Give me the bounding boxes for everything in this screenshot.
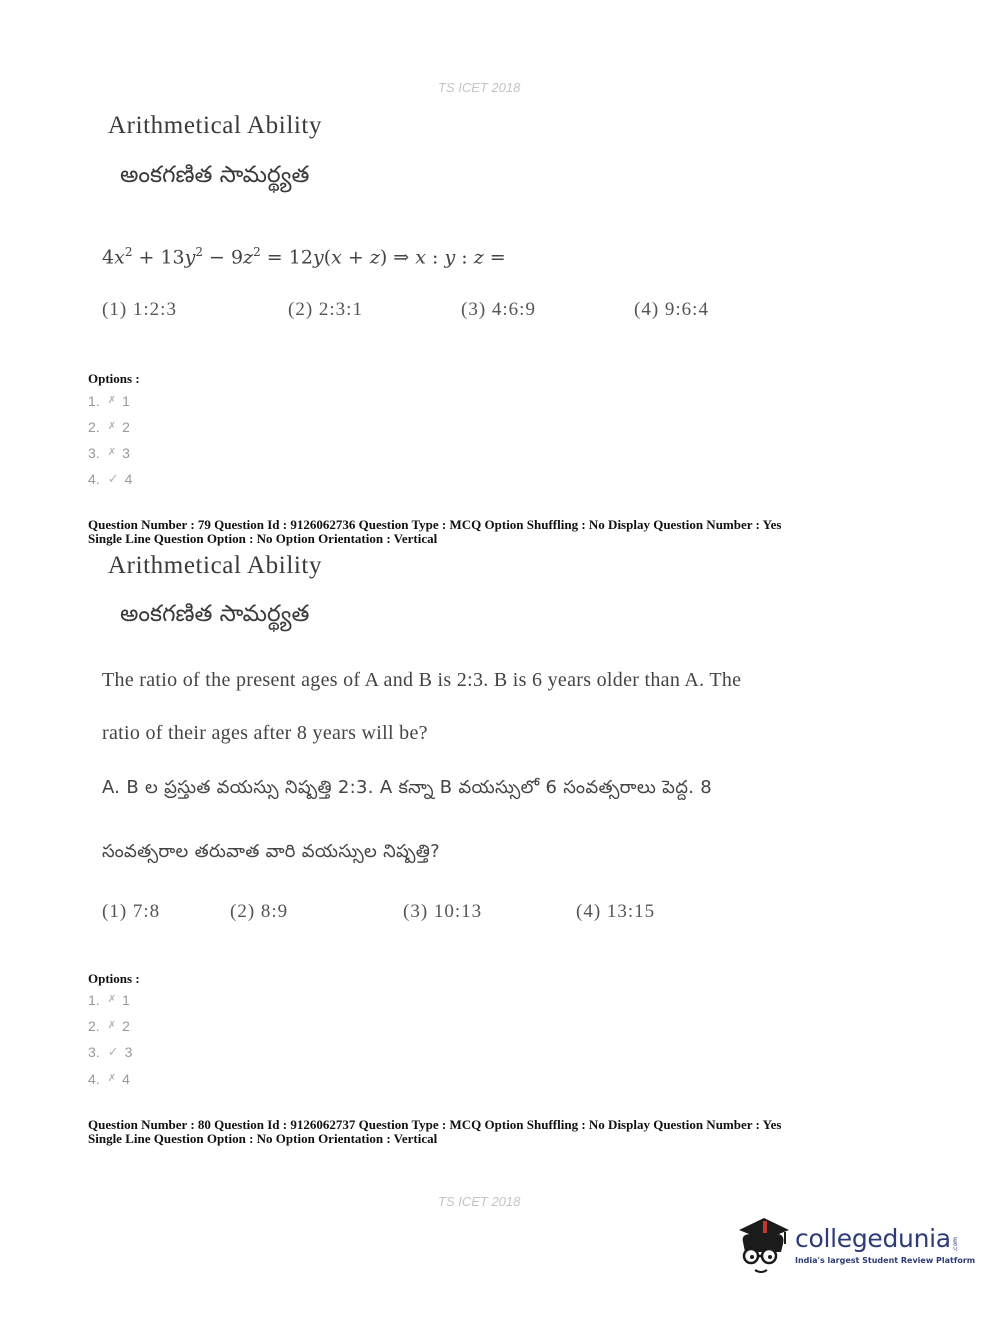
choice-2: (2) 2:3:1 [288, 299, 363, 320]
option-row [88, 1071, 130, 1087]
option-row [88, 419, 130, 435]
check-mark-icon: ✓ [107, 471, 119, 486]
option-value: 4 [124, 471, 133, 487]
option-number: 1. [88, 393, 100, 409]
option-value: 2 [122, 1018, 130, 1034]
question-meta-line-1: Question Number : 79 Question Id : 9126062736 Question Type : MCQ Option Shuffling : No Display Question Number : Yes [88, 517, 782, 532]
choice-4: (4) 13:15 [576, 901, 656, 922]
option-row [88, 393, 130, 409]
choice-3: (3) 10:13 [403, 901, 483, 922]
options-heading: Options : [88, 371, 140, 386]
option-value: 3 [122, 445, 130, 461]
question-meta-line-1: Question Number : 80 Question Id : 9126062737 Question Type : MCQ Option Shuffling : No Display Question Number : Yes [88, 1117, 782, 1132]
choice-3: (3) 4:6:9 [461, 299, 536, 320]
option-value: 1 [122, 992, 130, 1008]
wrong-mark-icon: ✗ [107, 421, 117, 432]
option-row [88, 471, 132, 488]
choice-4: (4) 9:6:4 [634, 299, 709, 320]
student-mascot-icon [735, 1212, 793, 1278]
question-text-english-line-2: ratio of their ages after 8 years will be? [102, 722, 428, 744]
section-title-english: Arithmetical Ability [108, 112, 323, 139]
wrong-mark-icon: ✗ [107, 447, 117, 458]
option-number: 4. [88, 471, 100, 487]
option-row [88, 1044, 132, 1061]
question-equation: $4x^2 + 13y^2 - 9z^2 = 12y(x + z)$ ⇒ x : y : z = [102, 245, 506, 269]
logo-wordmark: collegedunia [795, 1223, 951, 1253]
section-title-english: Arithmetical Ability [108, 552, 323, 579]
option-number: 3. [88, 445, 100, 461]
section-title-telugu: అంకగణిత సామర్థ్యత [120, 601, 310, 627]
footer-watermark: TS ICET 2018 [438, 1194, 521, 1209]
question-meta-line-2: Single Line Question Option : No Option Orientation : Vertical [88, 531, 438, 546]
question-text-telugu-line-2: సంవత్సరాల తరువాత వారి వయస్సుల నిష్పత్తి? [102, 841, 440, 862]
collegedunia-logo [735, 1212, 975, 1278]
option-number: 1. [88, 992, 100, 1008]
option-value: 4 [122, 1071, 130, 1087]
option-number: 2. [88, 1018, 100, 1034]
check-mark-icon: ✓ [107, 1044, 119, 1059]
wrong-mark-icon: ✗ [107, 395, 117, 406]
question-text-english-line-1: The ratio of the present ages of A and B is 2:3. B is 6 years older than A. The [102, 669, 742, 691]
wrong-mark-icon: ✗ [107, 994, 117, 1005]
option-number: 4. [88, 1071, 100, 1087]
logo-tagline: India's largest Student Review Platform [795, 1255, 976, 1265]
option-value: 3 [124, 1044, 133, 1060]
logo-domain-suffix: .com [951, 1236, 959, 1252]
wrong-mark-icon: ✗ [107, 1020, 117, 1031]
wrong-mark-icon: ✗ [107, 1073, 117, 1084]
choice-1: (1) 7:8 [102, 901, 161, 922]
choice-1: (1) 1:2:3 [102, 299, 177, 320]
question-meta-line-2: Single Line Question Option : No Option Orientation : Vertical [88, 1131, 438, 1146]
option-number: 3. [88, 1044, 100, 1060]
option-number: 2. [88, 419, 100, 435]
option-value: 1 [122, 393, 130, 409]
question-text-telugu-line-1: A. B ల ప్రస్తుత వయస్సు నిష్పత్తి 2:3. A కన్నా B వయస్సులో 6 సంవత్సరాలు పెద్ద. 8 [102, 777, 713, 798]
header-watermark: TS ICET 2018 [438, 80, 521, 95]
option-row [88, 1018, 130, 1034]
choice-2: (2) 8:9 [230, 901, 289, 922]
option-row [88, 992, 130, 1008]
section-title-telugu: అంకగణిత సామర్థ్యత [120, 162, 310, 188]
options-heading: Options : [88, 971, 140, 986]
option-value: 2 [122, 419, 130, 435]
option-row [88, 445, 130, 461]
